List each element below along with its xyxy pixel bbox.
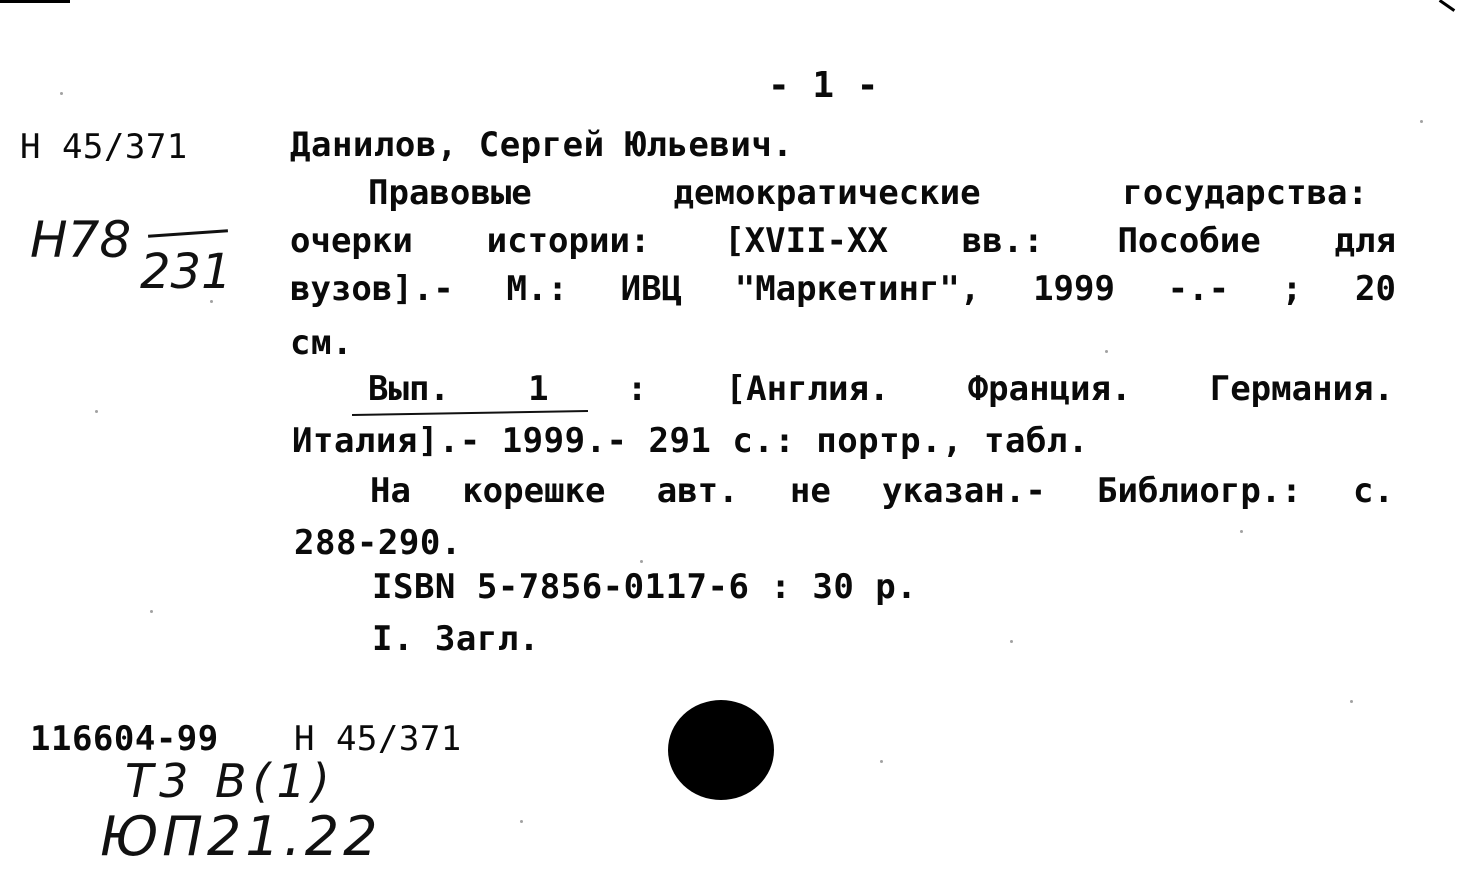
isbn-line: ISBN 5-7856-0117-6 : 30 р.	[372, 567, 918, 607]
title-word: истории:	[486, 221, 651, 261]
note-word: корешке	[462, 471, 606, 511]
volume-line-1	[368, 369, 1394, 409]
title-word: 1999	[1033, 269, 1115, 309]
scan-speck	[210, 300, 213, 303]
handwritten-shelf-code-top: Н78	[30, 211, 132, 269]
scan-speck	[520, 820, 523, 823]
note-word: На	[370, 471, 411, 511]
scan-speck	[1010, 640, 1013, 643]
scan-speck	[150, 610, 153, 613]
title-word: ИВЦ	[620, 269, 683, 309]
handwritten-class-code-1: Т3 В(1)	[125, 754, 336, 808]
scan-speck	[1105, 350, 1108, 353]
title-line-4: см.	[290, 323, 353, 363]
scan-speck	[60, 92, 63, 95]
volume-word: :	[626, 369, 648, 409]
note-line-2: 288-290.	[294, 523, 462, 563]
scan-speck	[1240, 530, 1243, 533]
tracing-line: I. Загл.	[372, 619, 540, 659]
title-word: -.-	[1167, 269, 1230, 309]
volume-word: Франция.	[967, 369, 1132, 409]
scan-speck	[640, 560, 643, 563]
volume-word: 1	[528, 369, 549, 409]
scan-speck	[1420, 120, 1423, 123]
call-number-top: Н 45/371	[20, 127, 188, 167]
punch-hole	[668, 700, 774, 800]
title-line-1	[368, 173, 1368, 213]
note-word: указан.-	[882, 471, 1046, 511]
scan-speck	[1350, 700, 1353, 703]
scan-edge-mark	[1439, 0, 1455, 12]
title-word: ;	[1281, 269, 1303, 309]
scan-speck	[95, 410, 98, 413]
title-word: демократические	[673, 173, 981, 213]
author-heading: Данилов, Сергей Юльевич.	[290, 125, 794, 165]
handwritten-fraction-line	[148, 229, 228, 238]
note-line-1	[370, 471, 1394, 511]
page-number: - 1 -	[768, 65, 879, 106]
volume-word: Вып.	[368, 369, 450, 409]
note-word: авт.	[656, 471, 739, 511]
note-word: не	[789, 471, 831, 511]
handwritten-class-code-2: ЮП21.22	[100, 805, 382, 868]
title-word: вв.:	[961, 221, 1044, 261]
handwritten-underline	[352, 410, 588, 416]
volume-word: Германия.	[1209, 369, 1394, 409]
scan-edge-mark	[0, 0, 70, 3]
title-word: очерки	[290, 221, 413, 261]
volume-word: [Англия.	[725, 369, 890, 409]
title-word: для	[1334, 221, 1396, 261]
title-word: Пособие	[1117, 221, 1261, 261]
note-word: Библиогр.:	[1097, 471, 1302, 511]
call-number-bottom: Н 45/371	[294, 719, 462, 759]
title-word: "Маркетинг",	[734, 269, 981, 309]
scan-speck	[880, 760, 883, 763]
title-word: М.:	[506, 269, 568, 309]
title-word: [XVII-XX	[724, 221, 888, 261]
handwritten-shelf-code-bottom: 231	[140, 244, 232, 300]
volume-line-2: Италия].- 1999.- 291 с.: портр., табл.	[292, 421, 1089, 461]
title-word: государства:	[1122, 173, 1368, 213]
title-line-2	[290, 221, 1396, 261]
title-line-3	[290, 269, 1396, 309]
title-word: вузов].-	[290, 269, 454, 309]
title-word: Правовые	[368, 173, 532, 213]
note-word: с.	[1352, 471, 1394, 511]
title-word: 20	[1354, 269, 1396, 309]
inventory-number: 116604-99	[30, 719, 219, 759]
